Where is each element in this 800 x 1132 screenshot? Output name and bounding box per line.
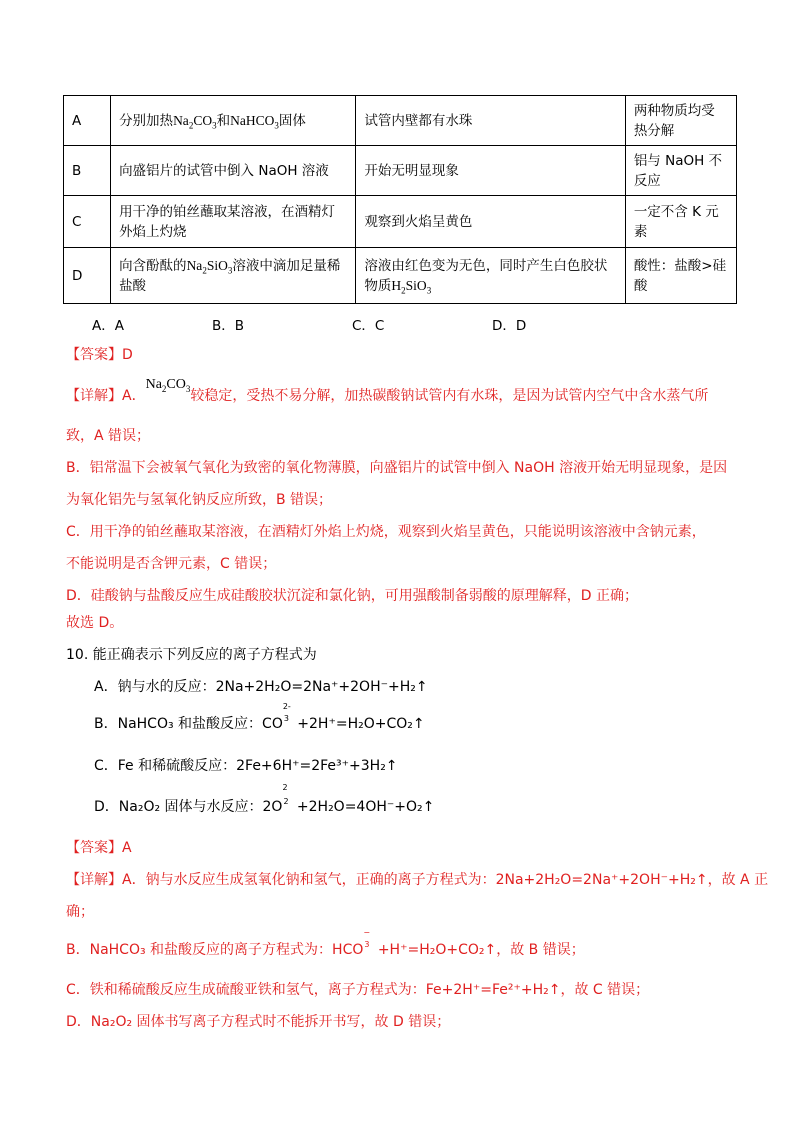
option-a: A．A xyxy=(92,318,124,334)
table-row xyxy=(64,96,737,146)
q10-detail-a-line1: 【详解】A．钠与水反应生成氢氧化钠和氢气，正确的离子方程式为：2Na+2H₂O=2Na⁺+2OH⁻+H₂↑，故 A 正 xyxy=(66,872,769,888)
operation-cell: 向盛铝片的试管中倒入 NaOH 溶液 xyxy=(111,146,356,196)
operation-cell: 分别加热$Na_2CO_3$和NaHCO$_3$固体 xyxy=(111,96,356,146)
row-letter: D xyxy=(64,248,111,304)
phenomenon-cell: 开始无明显现象 xyxy=(356,146,625,196)
option-b: B．B xyxy=(212,318,245,334)
conclusion-cell: 一定不含 K 元素 xyxy=(625,196,736,248)
q10-detail-d: D．Na₂O₂ 固体书写离子方程式时不能拆开书写，故 D 错误； xyxy=(66,1014,451,1030)
table-row xyxy=(64,196,737,248)
q10-detail-c: C．铁和稀硫酸反应生成硫酸亚铁和氢气，离子方程式为：Fe+2H⁺=Fe²⁺+H₂↑，故 C 错误； xyxy=(66,982,650,998)
q9-detail-a-line2: 致，A 错误； xyxy=(66,428,151,444)
conclusion-cell: 两种物质均受热分解 xyxy=(625,96,736,146)
conclusion-cell: 酸性：盐酸>硅酸 xyxy=(625,248,736,304)
operation-cell: 向含酚酞的$Na_2SiO_3$溶液中滴加足量稀盐酸 xyxy=(111,248,356,304)
q9-detail-a-line1: 【详解】A．$Na_2CO_3$较稳定，受热不易分解，加热碳酸钠试管内有水珠，是因为试管内空气中含水蒸气所 xyxy=(66,377,709,404)
q9-answer: 【答案】D xyxy=(66,347,133,363)
q10-answer: 【答案】A xyxy=(66,840,132,856)
q9-detail-d: D．硅酸钠与盐酸反应生成硅酸胶状沉淀和氯化钠，可用强酸制备弱酸的原理解释，D 正确； xyxy=(66,588,639,604)
row-letter: B xyxy=(64,146,111,196)
conclusion-cell: 铝与 NaOH 不反应 xyxy=(625,146,736,196)
q9-detail-b-line2: 为氧化铝先与氢氧化钠反应所致，B 错误； xyxy=(66,492,333,508)
q9-detail-c-line2: 不能说明是否含钾元素，C 错误； xyxy=(66,556,277,572)
q10-detail-b: B．NaHCO₃ 和盐酸反应的离子方程式为：HCO − 3 +H⁺=H₂O+CO₂↑，故 B 错误； xyxy=(66,928,585,958)
phenomenon-cell: 试管内壁都有水珠 xyxy=(356,96,625,146)
experiment-table xyxy=(63,95,737,304)
option-d: D．D xyxy=(492,318,527,334)
operation-cell: 用干净的铂丝蘸取某溶液，在酒精灯外焰上灼烧 xyxy=(111,196,356,248)
table-row xyxy=(64,146,737,196)
table-row xyxy=(64,248,737,304)
q10-option-c: C．Fe 和稀硫酸反应：2Fe+6H⁺=2Fe³⁺+3H₂↑ xyxy=(94,758,398,774)
option-c: C．C xyxy=(352,318,385,334)
q10-option-b: B．NaHCO₃ 和盐酸反应：CO 2- 3 +2H⁺=H₂O+CO₂↑ xyxy=(94,702,425,732)
q10-stem: 10. 能正确表示下列反应的离子方程式为 xyxy=(66,647,317,663)
row-letter: A xyxy=(64,96,111,146)
phenomenon-cell: 溶液由红色变为无色，同时产生白色胶状物质$H_2SiO_3$ xyxy=(356,248,625,304)
q10-detail-a-line2: 确； xyxy=(66,904,94,920)
q9-detail-c-line1: C．用干净的铂丝蘸取某溶液，在酒精灯外焰上灼烧，观察到火焰呈黄色，只能说明该溶液中含钠元素， xyxy=(66,524,706,540)
row-letter: C xyxy=(64,196,111,248)
q9-detail-b-line1: B．铝常温下会被氧气氧化为致密的氧化物薄膜，向盛铝片的试管中倒入 NaOH 溶液开始无明显现象，是因 xyxy=(66,460,728,476)
phenomenon-cell: 观察到火焰呈黄色 xyxy=(356,196,625,248)
q10-option-d: D．Na₂O₂ 固体与水反应：2O 2 2 +2H₂O=4OH⁻+O₂↑ xyxy=(94,783,435,815)
q9-conclusion: 故选 D。 xyxy=(66,615,124,631)
q10-option-a: A．钠与水的反应：2Na+2H₂O=2Na⁺+2OH⁻+H₂↑ xyxy=(94,679,428,695)
